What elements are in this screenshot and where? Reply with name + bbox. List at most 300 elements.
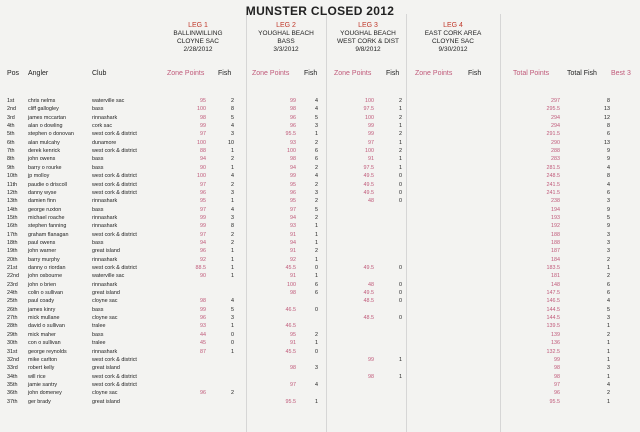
total-points-cell: 241.5 bbox=[546, 181, 560, 188]
leg1-fish-cell: 5 bbox=[231, 306, 234, 313]
pos-header: Pos bbox=[7, 70, 20, 77]
club-cell: waterville sac bbox=[92, 273, 125, 280]
club-cell: great island bbox=[92, 398, 120, 405]
leg1-fish-cell: 1 bbox=[231, 273, 234, 280]
leg2-fish-cell: 2 bbox=[315, 181, 318, 188]
leg1-points-cell: 97 bbox=[200, 231, 206, 238]
pos-cell: 4th bbox=[7, 123, 15, 130]
angler-cell: alan mulcahy bbox=[28, 139, 60, 146]
pos-cell: 22nd bbox=[7, 273, 19, 280]
pos-cell: 18th bbox=[7, 239, 18, 246]
pos-cell: 32nd bbox=[7, 356, 19, 363]
pos-cell: 3rd bbox=[7, 114, 15, 121]
pos-cell: 10th bbox=[7, 173, 18, 180]
leg3-fish-cell: 0 bbox=[399, 198, 402, 205]
leg1-points-cell: 94 bbox=[200, 239, 206, 246]
table-row bbox=[0, 105, 640, 113]
pos-cell: 15th bbox=[7, 214, 18, 221]
total-fish-cell: 12 bbox=[604, 114, 610, 121]
total-points-cell: 194 bbox=[551, 206, 560, 213]
club-cell: west cork & district bbox=[92, 381, 137, 388]
leg1-points-cell: 93 bbox=[200, 323, 206, 330]
leg2-fish-cell: 1 bbox=[315, 239, 318, 246]
club-cell: rinnashark bbox=[92, 223, 118, 230]
total-points-cell: 98 bbox=[554, 373, 560, 380]
leg2-fish-cell: 1 bbox=[315, 131, 318, 138]
leg3-fish-cell: 1 bbox=[399, 123, 402, 130]
total-points-cell: 193 bbox=[551, 214, 560, 221]
leg1-points-cell: 96 bbox=[200, 189, 206, 196]
leg2-points-cell: 95 bbox=[290, 331, 296, 338]
total-fish-cell: 9 bbox=[607, 223, 610, 230]
angler-cell: barry murphy bbox=[28, 256, 60, 263]
leg2-fish-cell: 5 bbox=[315, 114, 318, 121]
leg1-fish-cell: 4 bbox=[231, 123, 234, 130]
angler-cell: james mccartan bbox=[28, 114, 67, 121]
table-row bbox=[0, 314, 640, 322]
leg-venue: BALLINWILLING bbox=[173, 30, 223, 37]
pos-cell: 31st bbox=[7, 348, 18, 355]
total-fish-cell: 8 bbox=[607, 123, 610, 130]
pos-cell: 5th bbox=[7, 131, 15, 138]
pos-cell: 37th bbox=[7, 398, 18, 405]
leg2-points-cell: 96 bbox=[290, 189, 296, 196]
total-points-cell: 241.5 bbox=[546, 189, 560, 196]
table-row bbox=[0, 206, 640, 214]
leg3-fish-cell: 1 bbox=[399, 156, 402, 163]
best3-header: Best 3 bbox=[611, 70, 631, 77]
total-fish-cell: 13 bbox=[604, 139, 610, 146]
club-cell: tralee bbox=[92, 340, 106, 347]
angler-cell: george ruxton bbox=[28, 206, 62, 213]
leg3-fish-cell: 2 bbox=[399, 148, 402, 155]
page-title: MUNSTER CLOSED 2012 bbox=[245, 4, 395, 18]
club-cell: waterville sac bbox=[92, 98, 125, 104]
leg1-fish-cell: 2 bbox=[231, 390, 234, 397]
leg1-fish-cell: 4 bbox=[231, 173, 234, 180]
total-points-cell: 294 bbox=[551, 114, 560, 121]
total-fish-cell: 2 bbox=[607, 390, 610, 397]
club-cell: west cork & district bbox=[92, 356, 137, 363]
leg2-fish-cell: 2 bbox=[315, 198, 318, 205]
club-cell: rinnashark bbox=[92, 114, 118, 121]
angler-cell: john domeney bbox=[28, 390, 62, 397]
leg1-points-cell: 97 bbox=[200, 181, 206, 188]
angler-cell: mick maher bbox=[28, 331, 56, 338]
angler-cell: robert kelly bbox=[28, 365, 55, 372]
leg2-points-cell: 91 bbox=[290, 273, 296, 280]
leg3-points-cell: 99 bbox=[368, 356, 374, 363]
leg1-fish-cell: 8 bbox=[231, 106, 234, 113]
total-fish-cell: 5 bbox=[607, 306, 610, 313]
pos-cell: 7th bbox=[7, 148, 15, 155]
total-points-cell: 295.5 bbox=[546, 106, 560, 113]
table-row bbox=[0, 222, 640, 230]
total-fish-cell: 1 bbox=[607, 340, 610, 347]
total-points-cell: 192 bbox=[551, 223, 560, 230]
angler-cell: con o sullivan bbox=[28, 340, 61, 347]
leg1-points-cell: 96 bbox=[200, 390, 206, 397]
leg2-points-cell: 95.5 bbox=[285, 131, 296, 138]
total-fish-cell: 8 bbox=[607, 98, 610, 104]
total-fish-cell: 4 bbox=[607, 181, 610, 188]
leg-1-header bbox=[156, 22, 240, 54]
total-fish-cell: 6 bbox=[607, 189, 610, 196]
leg-label: LEG 3 bbox=[358, 22, 378, 29]
leg1-points-cell: 87 bbox=[200, 348, 206, 355]
leg2-fish-cell: 6 bbox=[315, 148, 318, 155]
leg2-fish-cell: 2 bbox=[315, 331, 318, 338]
angler-cell: mick mullane bbox=[28, 315, 60, 322]
leg1-points-cell: 95 bbox=[200, 98, 206, 104]
leg1-fish-cell: 3 bbox=[231, 131, 234, 138]
angler-cell: danny wyse bbox=[28, 189, 57, 196]
leg3-fish-cell: 1 bbox=[399, 106, 402, 113]
angler-cell: mike carlton bbox=[28, 356, 58, 363]
leg3-fish-cell: 0 bbox=[399, 290, 402, 297]
leg3-points-cell: 48.5 bbox=[363, 315, 374, 322]
table-row bbox=[0, 272, 640, 280]
leg1-points-cell: 99 bbox=[200, 306, 206, 313]
angler-cell: barry o rourke bbox=[28, 164, 62, 171]
leg1-fish-cell: 3 bbox=[231, 189, 234, 196]
total-points-cell: 184 bbox=[551, 256, 560, 263]
total-fish-cell: 9 bbox=[607, 156, 610, 163]
club-cell: great island bbox=[92, 290, 120, 297]
leg2-fish-cell: 1 bbox=[315, 256, 318, 263]
leg1-fish-header: Fish bbox=[218, 70, 232, 77]
angler-cell: damien finn bbox=[28, 198, 56, 205]
club-cell: west cork & district bbox=[92, 373, 137, 380]
pos-cell: 35th bbox=[7, 381, 18, 388]
total-points-cell: 139 bbox=[551, 331, 560, 338]
leg2-fish-cell: 6 bbox=[315, 156, 318, 163]
leg-3-header bbox=[326, 22, 410, 54]
club-cell: rinnashark bbox=[92, 256, 118, 263]
leg2-points-cell: 100 bbox=[287, 148, 296, 155]
total-points-cell: 187 bbox=[551, 248, 560, 255]
leg3-fish-cell: 0 bbox=[399, 181, 402, 188]
pos-cell: 8th bbox=[7, 156, 15, 163]
total-points-cell: 188 bbox=[551, 239, 560, 246]
leg3-fish-cell: 1 bbox=[399, 164, 402, 171]
leg2-points-cell: 94 bbox=[290, 214, 296, 221]
leg-date: 9/8/2012 bbox=[355, 46, 381, 53]
leg2-zone-points-header: Zone Points bbox=[252, 70, 290, 77]
table-row bbox=[0, 398, 640, 406]
table-row bbox=[0, 231, 640, 239]
leg1-points-cell: 99 bbox=[200, 223, 206, 230]
club-cell: rinnashark bbox=[92, 198, 118, 205]
leg1-points-cell: 100 bbox=[197, 106, 206, 113]
leg2-points-cell: 93 bbox=[290, 139, 296, 146]
leg1-points-cell: 99 bbox=[200, 214, 206, 221]
leg1-fish-cell: 2 bbox=[231, 239, 234, 246]
leg2-points-cell: 97 bbox=[290, 206, 296, 213]
leg1-fish-cell: 3 bbox=[231, 315, 234, 322]
leg2-fish-cell: 2 bbox=[315, 248, 318, 255]
club-cell: great island bbox=[92, 248, 120, 255]
angler-cell: john osbourne bbox=[28, 273, 63, 280]
leg2-points-cell: 95.5 bbox=[285, 398, 296, 405]
total-points-cell: 146.5 bbox=[546, 298, 560, 305]
leg1-points-cell: 96 bbox=[200, 315, 206, 322]
total-fish-cell: 6 bbox=[607, 131, 610, 138]
table-row bbox=[0, 389, 640, 397]
angler-cell: colin o sullivan bbox=[28, 290, 64, 297]
total-points-cell: 288 bbox=[551, 148, 560, 155]
leg2-fish-cell: 4 bbox=[315, 381, 318, 388]
club-cell: dunamore bbox=[92, 139, 117, 146]
leg2-fish-cell: 3 bbox=[315, 189, 318, 196]
leg2-points-cell: 92 bbox=[290, 256, 296, 263]
pos-cell: 21st bbox=[7, 265, 18, 271]
pos-cell: 2nd bbox=[7, 106, 16, 113]
leg-location: WEST CORK & DIST bbox=[337, 38, 399, 45]
leg1-fish-cell: 2 bbox=[231, 231, 234, 238]
leg1-points-cell: 100 bbox=[197, 173, 206, 180]
leg2-points-cell: 95 bbox=[290, 198, 296, 205]
leg1-points-cell: 100 bbox=[197, 139, 206, 146]
total-fish-cell: 1 bbox=[607, 373, 610, 380]
leg1-fish-cell: 2 bbox=[231, 181, 234, 188]
club-header: Club bbox=[92, 70, 107, 77]
pos-cell: 24th bbox=[7, 290, 18, 297]
leg2-points-cell: 98 bbox=[290, 106, 296, 113]
leg1-fish-cell: 8 bbox=[231, 223, 234, 230]
angler-cell: will rice bbox=[28, 373, 46, 380]
total-points-cell: 281.5 bbox=[546, 164, 560, 171]
leg2-points-cell: 91 bbox=[290, 248, 296, 255]
pos-cell: 27th bbox=[7, 315, 18, 322]
table-row bbox=[0, 114, 640, 122]
leg2-points-cell: 94 bbox=[290, 239, 296, 246]
leg-venue: YOUGHAL BEACH bbox=[258, 30, 314, 37]
leg3-points-cell: 48 bbox=[368, 198, 374, 205]
pos-cell: 26th bbox=[7, 306, 18, 313]
pos-cell: 9th bbox=[7, 164, 15, 171]
club-cell: cork sac bbox=[92, 123, 113, 130]
total-points-cell: 144.5 bbox=[546, 315, 560, 322]
leg1-fish-cell: 1 bbox=[231, 348, 234, 355]
total-points-cell: 294 bbox=[551, 123, 560, 130]
total-points-cell: 248.5 bbox=[546, 173, 560, 180]
total-fish-cell: 3 bbox=[607, 248, 610, 255]
leg2-points-cell: 100 bbox=[287, 281, 296, 288]
leg2-points-cell: 98 bbox=[290, 156, 296, 163]
leg2-points-cell: 99 bbox=[290, 173, 296, 180]
leg3-points-cell: 48 bbox=[368, 281, 374, 288]
leg1-fish-cell: 3 bbox=[231, 214, 234, 221]
club-cell: west cork & district bbox=[92, 148, 137, 155]
leg1-fish-cell: 0 bbox=[231, 331, 234, 338]
leg1-points-cell: 92 bbox=[200, 256, 206, 263]
pos-cell: 36th bbox=[7, 390, 18, 397]
angler-cell: stephen fanning bbox=[28, 223, 67, 230]
total-points-cell: 147.5 bbox=[546, 290, 560, 297]
total-fish-cell: 4 bbox=[607, 381, 610, 388]
club-cell: bass bbox=[92, 331, 104, 338]
leg1-points-cell: 44 bbox=[200, 331, 206, 338]
leg-label: LEG 2 bbox=[276, 22, 296, 29]
leg3-fish-cell: 0 bbox=[399, 315, 402, 322]
leg1-points-cell: 88 bbox=[200, 148, 206, 155]
angler-cell: jp molloy bbox=[28, 173, 50, 180]
table-row bbox=[0, 373, 640, 381]
angler-cell: john warner bbox=[28, 248, 57, 255]
leg-location: BASS bbox=[277, 38, 295, 45]
total-points-cell: 183.5 bbox=[546, 265, 560, 271]
leg3-fish-cell: 2 bbox=[399, 98, 402, 104]
club-cell: tralee bbox=[92, 323, 106, 330]
leg2-points-cell: 93 bbox=[290, 223, 296, 230]
leg1-zone-points-header: Zone Points bbox=[167, 70, 205, 77]
leg-4-header bbox=[406, 22, 500, 54]
club-cell: bass bbox=[92, 156, 104, 163]
angler-cell: stephen o donovan bbox=[28, 131, 74, 138]
total-points-cell: 96 bbox=[554, 390, 560, 397]
table-row bbox=[0, 181, 640, 189]
angler-cell: david o sullivan bbox=[28, 323, 65, 330]
leg1-points-cell: 98 bbox=[200, 114, 206, 121]
leg2-fish-cell: 1 bbox=[315, 273, 318, 280]
angler-cell: john owens bbox=[28, 156, 56, 163]
pos-cell: 14th bbox=[7, 206, 18, 213]
total-points-cell: 290 bbox=[551, 139, 560, 146]
total-points-cell: 139.5 bbox=[546, 323, 560, 330]
table-row bbox=[0, 356, 640, 364]
club-cell: west cork & district bbox=[92, 173, 137, 180]
leg3-points-cell: 98 bbox=[368, 373, 374, 380]
leg2-points-cell: 94 bbox=[290, 164, 296, 171]
leg2-fish-cell: 1 bbox=[315, 231, 318, 238]
leg3-fish-header: Fish bbox=[386, 70, 400, 77]
pos-cell: 6th bbox=[7, 139, 15, 146]
table-row bbox=[0, 189, 640, 197]
pos-cell: 17th bbox=[7, 231, 18, 238]
angler-cell: james kinry bbox=[28, 306, 56, 313]
total-points-cell: 148 bbox=[551, 281, 560, 288]
total-fish-cell: 5 bbox=[607, 214, 610, 221]
club-cell: cloyne sac bbox=[92, 390, 118, 397]
leg3-fish-cell: 0 bbox=[399, 189, 402, 196]
club-cell: bass bbox=[92, 164, 104, 171]
total-fish-cell: 3 bbox=[607, 315, 610, 322]
pos-cell: 23rd bbox=[7, 281, 18, 288]
leg1-points-cell: 90 bbox=[200, 164, 206, 171]
club-cell: bass bbox=[92, 239, 104, 246]
total-fish-cell: 3 bbox=[607, 231, 610, 238]
table-row bbox=[0, 97, 640, 105]
total-points-cell: 99 bbox=[554, 356, 560, 363]
leg2-points-cell: 99 bbox=[290, 98, 296, 104]
leg1-points-cell: 97 bbox=[200, 131, 206, 138]
total-fish-cell: 8 bbox=[607, 173, 610, 180]
pos-cell: 25th bbox=[7, 298, 18, 305]
leg1-points-cell: 95 bbox=[200, 198, 206, 205]
table-row bbox=[0, 155, 640, 163]
table-row bbox=[0, 297, 640, 305]
club-cell: west cork & district bbox=[92, 181, 137, 188]
club-cell: cloyne sac bbox=[92, 298, 118, 305]
angler-cell: george reynolds bbox=[28, 348, 67, 355]
total-points-cell: 188 bbox=[551, 231, 560, 238]
leg2-fish-cell: 1 bbox=[315, 340, 318, 347]
leg-venue: YOUGHAL BEACH bbox=[340, 30, 396, 37]
pos-cell: 20th bbox=[7, 256, 18, 263]
leg2-points-cell: 45.5 bbox=[285, 348, 296, 355]
leg1-fish-cell: 0 bbox=[231, 340, 234, 347]
leg2-points-cell: 45.5 bbox=[285, 265, 296, 271]
club-cell: great island bbox=[92, 365, 120, 372]
total-fish-cell: 3 bbox=[607, 239, 610, 246]
total-points-cell: 144.5 bbox=[546, 306, 560, 313]
total-fish-cell: 1 bbox=[607, 348, 610, 355]
leg2-points-cell: 98 bbox=[290, 365, 296, 372]
leg1-fish-cell: 2 bbox=[231, 98, 234, 104]
leg3-points-cell: 100 bbox=[365, 98, 374, 104]
leg1-points-cell: 97 bbox=[200, 206, 206, 213]
leg2-fish-cell: 0 bbox=[315, 348, 318, 355]
leg2-points-cell: 95 bbox=[290, 181, 296, 188]
leg3-fish-cell: 0 bbox=[399, 173, 402, 180]
pos-cell: 12th bbox=[7, 189, 18, 196]
table-row bbox=[0, 256, 640, 264]
leg3-points-cell: 49.5 bbox=[363, 290, 374, 297]
table-row bbox=[0, 164, 640, 172]
leg2-points-cell: 91 bbox=[290, 340, 296, 347]
table-row bbox=[0, 331, 640, 339]
leg2-fish-cell: 5 bbox=[315, 206, 318, 213]
total-points-header: Total Points bbox=[513, 70, 550, 77]
pos-cell: 16th bbox=[7, 223, 18, 230]
total-fish-cell: 2 bbox=[607, 273, 610, 280]
total-points-cell: 97 bbox=[554, 381, 560, 388]
pos-cell: 33rd bbox=[7, 365, 18, 372]
leg2-fish-cell: 0 bbox=[315, 306, 318, 313]
leg3-fish-cell: 2 bbox=[399, 131, 402, 138]
club-cell: rinnashark bbox=[92, 281, 118, 288]
pos-cell: 19th bbox=[7, 248, 18, 255]
leg1-fish-cell: 1 bbox=[231, 198, 234, 205]
leg3-points-cell: 49.5 bbox=[363, 265, 374, 271]
leg3-points-cell: 99 bbox=[368, 131, 374, 138]
leg3-points-cell: 49.5 bbox=[363, 189, 374, 196]
leg-location: CLOYNE SAC bbox=[432, 38, 474, 45]
leg1-fish-cell: 1 bbox=[231, 248, 234, 255]
leg1-fish-cell: 4 bbox=[231, 206, 234, 213]
leg-date: 9/30/2012 bbox=[438, 46, 468, 53]
table-row bbox=[0, 172, 640, 180]
table-row bbox=[0, 130, 640, 138]
leg2-points-cell: 96 bbox=[290, 123, 296, 130]
leg3-fish-cell: 1 bbox=[399, 139, 402, 146]
leg2-points-cell: 46.5 bbox=[285, 323, 296, 330]
angler-cell: paudie o driscoll bbox=[28, 181, 67, 188]
total-fish-cell: 2 bbox=[607, 331, 610, 338]
leg-label: LEG 1 bbox=[188, 22, 208, 29]
leg4-fish-header: Fish bbox=[468, 70, 482, 77]
leg1-fish-cell: 1 bbox=[231, 148, 234, 155]
leg2-points-cell: 46.5 bbox=[285, 306, 296, 313]
leg2-fish-cell: 2 bbox=[315, 164, 318, 171]
leg3-points-cell: 49.5 bbox=[363, 181, 374, 188]
leg-label: LEG 4 bbox=[443, 22, 463, 29]
leg3-points-cell: 97.5 bbox=[363, 106, 374, 113]
leg3-fish-cell: 0 bbox=[399, 265, 402, 271]
club-cell: west cork & district bbox=[92, 265, 137, 271]
leg2-points-cell: 91 bbox=[290, 231, 296, 238]
